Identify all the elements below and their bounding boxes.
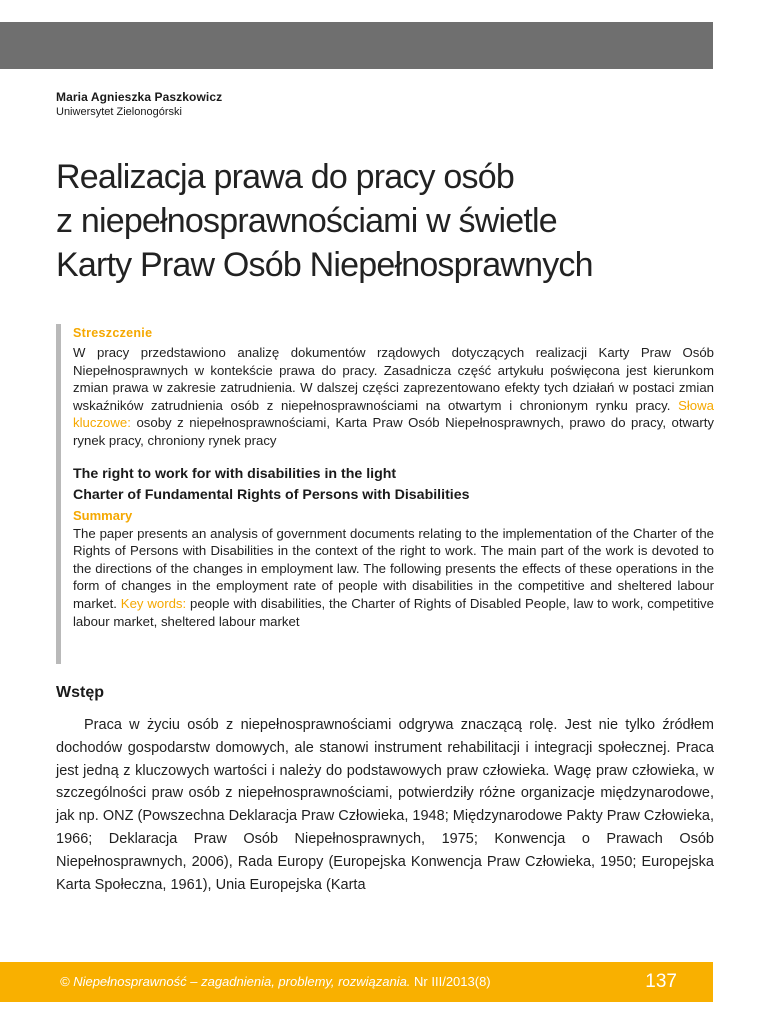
abstract-en-text [73, 525, 714, 631]
abstract-en-title-line: The right to work for with disabilities in the light [73, 465, 397, 482]
page-number: 137 [645, 971, 677, 992]
abstract-en-keywords-label: Key words: [120, 595, 187, 611]
abstract-pl-text [73, 344, 714, 450]
footer-bar [0, 962, 713, 1002]
journal-name: © Niepełnosprawność – zagadnienia, problemy, rozwiązania. [60, 974, 411, 989]
abstract-en-title-line: Charter of Fundamental Rights of Persons with Disabilities [73, 486, 470, 503]
title-line: z niepełnosprawnościami w świetle [56, 202, 557, 240]
abstract-block [56, 324, 714, 664]
abstract-pl-keywords-label: Słowa kluczowe: [73, 397, 714, 431]
journal-citation [60, 974, 491, 989]
article-title [56, 155, 696, 287]
abstract-en-keywords: people with disabilities, the Charter of Rights of Disabled People, law to work, competitive labour market, sheltered labour market [73, 595, 714, 629]
body-paragraph: Praca w życiu osób z niepełnosprawnościami odgrywa znaczącą rolę. Jest nie tylko źródłem dochodów gospodarstw domowych, ale stanowi instrument rehabilitacji i integracji społecznej. Praca jest jedną z kluczowych wartości i należy do podstawowych praw człowieka. Wagę praw człowieka, w szczególności praw osób z niepełnosprawnościami, potwierdziły różne organizacje międzynarodowe, jak np. ONZ (Powszechna Deklaracja Praw Człowieka, 1948; Międzynarodowe Pakty Praw Człowieka, 1966; Deklaracja Praw Osób Niepełnosprawnych, 1975; Konwencja o Prawach Osób Niepełnosprawnych, 2006), Rada Europy (Europejska Konwencja Praw Człowieka, 1950; Europejska Karta Społeczna, 1961), Unia Europejska (Karta [56, 717, 714, 893]
author-affiliation: Uniwersytet Zielonogórski [56, 106, 182, 118]
author-name: Maria Agnieszka Paszkowicz [56, 90, 223, 104]
abstract-en-heading: Summary [73, 507, 133, 523]
abstract-pl-heading: Streszczenie [73, 326, 153, 340]
abstract-en-body: The paper presents an analysis of government documents relating to the implementation of the Charter of the Rights of Persons with Disabilities in the context of the right to work. The main part of the work is devoted to the directions of the changes in employment law. The following presents the effects of these operations in the form of changes in the employment rate of people with disabilities in the competitive and sheltered labour market. [73, 525, 714, 611]
title-line: Karty Praw Osób Niepełnosprawnych [56, 246, 593, 284]
top-header-bar [0, 22, 713, 69]
abstract-pl-keywords: osoby z niepełnosprawnościami, Karta Praw Osób Niepełnosprawnych, prawo do pracy, otwarty rynek pracy, chroniony rynek pracy [73, 415, 714, 448]
abstract-en-title [73, 464, 714, 506]
abstract-content [73, 324, 714, 630]
abstract-pl-body: W pracy przedstawiono analizę dokumentów rządowych dotyczących realizacji Karty Praw Osób Niepełnosprawnych w kontekście prawa do pracy. Zasadnicza część artykułu poświęcona jest kierunkom zmian prawa w zakresie zatrudnienia. W dalszej części zaprezentowano efekty tych działań w postaci zmian wskaźników zatrudnienia osób z niepełnosprawnościami na otwartym i chronionym rynku pracy. [73, 345, 714, 413]
section-heading: Wstęp [56, 684, 104, 701]
journal-issue: Nr III/2013(8) [414, 974, 491, 989]
abstract-side-bar [56, 324, 61, 664]
title-line: Realizacja prawa do pracy osób [56, 158, 514, 196]
